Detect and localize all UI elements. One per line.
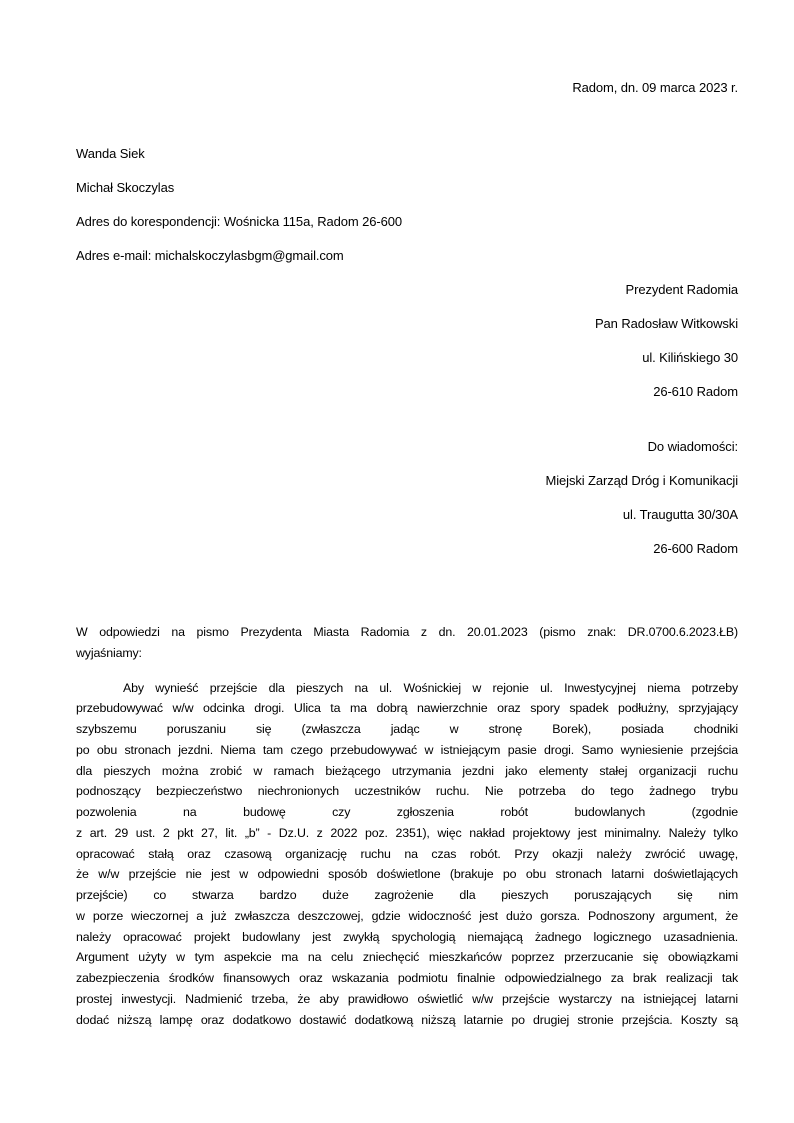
body-line: szybszemu poruszaniu się (zwłaszcza jadąc w stronę Borek), posiada chodniki [76, 722, 738, 736]
cc-block [76, 436, 738, 559]
body-line: dla pieszych można zrobić w ramach bieżącego utrzymania jezdni jako elementy stałej organizacji ruchu [76, 763, 738, 778]
intro-paragraph [76, 622, 738, 664]
sender-block [76, 143, 738, 266]
recipient-line: ul. Kilińskiego 30 [642, 350, 738, 365]
sender-line: Adres do korespondencji: Wośnicka 115a, Radom 26-600 [76, 214, 403, 229]
body-line: dodać niższą lampę oraz dodatkowo dostawić dodatkową niższą latarnie po drugiej stronie przejścia. Koszty są [76, 1012, 738, 1027]
body-line: że w/w przejście nie jest w odpowiedni sposób doświetlone (brakuje po obu stronach latarni doświetlających [76, 867, 738, 882]
body-line: podnoszący bezpieczeństwo niechronionych uczestników ruchu. Nie potrzeba do tego żadnego trybu [76, 784, 738, 799]
body-line: z art. 29 ust. 2 pkt 27, lit. „b” - Dz.U. z 2022 poz. 2351), więc nakład projektowy jest minimalny. Należy tylko [76, 825, 738, 840]
sender-line: Wanda Siek [76, 146, 145, 161]
recipient-line: Pan Radosław Witkowski [594, 316, 738, 331]
sender-line: Adres e-mail: michalskoczylasbgm@gmail.com [76, 248, 344, 263]
body-line: przebudowywać w/w odcinka drogi. Ulica ta ma dobrą nawierzchnie oraz spory spadek podłużny, sprzyjający [76, 701, 738, 716]
body-paragraph [76, 678, 738, 1031]
body-line: opracować stałą oraz czasową organizację ruchu na czas robót. Przy okazji należy zwrócić uwagę, [76, 846, 738, 861]
body-line: należy opracować projekt budowlany jest zwykłą spychologią niemającą żadnego logicznego uzasadnienia. [76, 929, 738, 944]
body-line: przejście) co stwarza bardzo duże zagrożenie dla pieszych poruszających się nim [76, 888, 738, 902]
body-line: w porze wieczornej a już zwłaszcza deszczowej, gdzie widoczność jest dużo gorsza. Podnoszony argument, że [76, 908, 738, 923]
body-line: Aby wynieść przejście dla pieszych na ul. Wośnickiej w rejonie ul. Inwestycyjnej niema potrzeby [123, 680, 738, 695]
recipient-line: Prezydent Radomia [625, 282, 738, 297]
recipient-line: 26-610 Radom [653, 384, 738, 399]
intro-line: wyjaśniamy: [76, 645, 142, 660]
body-line: prostej inwestycji. Nadmienić trzeba, że aby prawidłowo oświetlić w/w przejście wystarczy na istniejącej latarni [76, 991, 738, 1006]
body-line: po obu stronach jezdni. Niema tam czego przebudowywać w istniejącym pasie drogi. Samo wyniesienie przejścia [76, 742, 738, 757]
cc-line: 26-600 Radom [653, 541, 738, 556]
recipient-block [76, 279, 738, 402]
intro-line: W odpowiedzi na pismo Prezydenta Miasta Radomia z dn. 20.01.2023 (pismo znak: DR.0700.6.2023.ŁB) [76, 625, 738, 639]
body-line: pozwolenia na budowę czy zgłoszenia robót budowlanych (zgodnie [76, 805, 738, 819]
body-line: zabezpieczenia środków finansowych oraz wskazania podmiotu finalnie odpowiedzialnego za brak realizacji tak [76, 971, 738, 985]
body-line: Argument użyty w tym aspekcie ma na celu zniechęcić mieszkańców poprzez przerzucanie się obowiązkami [76, 950, 738, 965]
cc-line: ul. Traugutta 30/30A [622, 507, 738, 522]
cc-line: Do wiadomości: [647, 439, 738, 454]
date-line: Radom, dn. 09 marca 2023 r. [572, 80, 738, 95]
sender-line: Michał Skoczylas [76, 180, 175, 195]
cc-line: Miejski Zarząd Dróg i Komunikacji [545, 473, 738, 488]
